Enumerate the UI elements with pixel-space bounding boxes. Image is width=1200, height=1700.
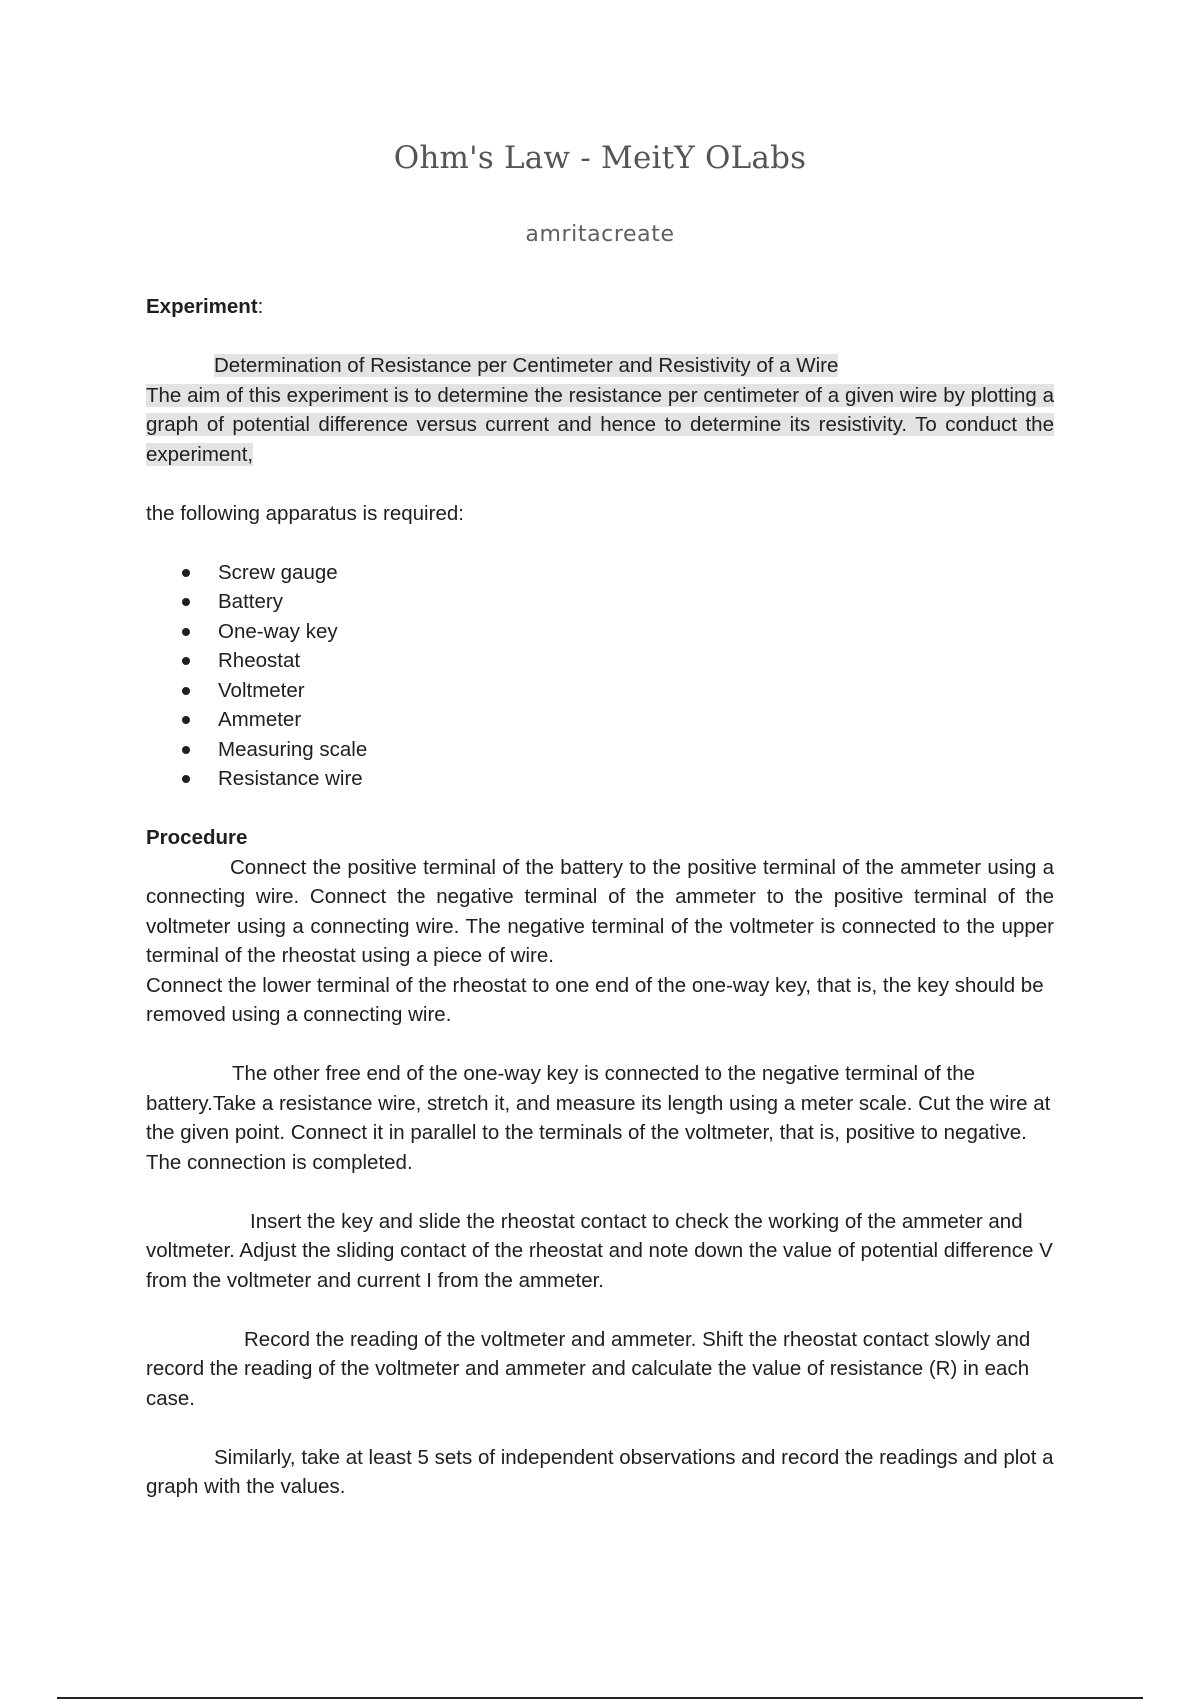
apparatus-item [146,587,1054,617]
apparatus-item-label: Battery [218,590,283,613]
document-body [146,292,1054,1502]
spacer [146,528,1054,558]
page-title: Ohm's Law - MeitY OLabs [393,140,807,176]
apparatus-item-label: Resistance wire [218,767,363,790]
bullet-icon [182,746,190,754]
bullet-icon [182,687,190,695]
apparatus-item-label: Rheostat [218,649,301,672]
procedure-paragraph-3: Insert the key and slide the rheostat contact to check the working of the ammeter and voltmeter. Adjust the sliding contact of the rheostat and note down the value of potential difference V from the voltmeter and current I from the ammeter. [146,1209,1053,1292]
apparatus-item-label: Measuring scale [218,737,368,761]
spacer [146,469,1054,499]
spacer [146,1177,1054,1207]
spacer [146,1030,1054,1060]
apparatus-item-label: Ammeter [218,708,302,731]
apparatus-item [146,646,1054,676]
spacer [146,794,1054,824]
apparatus-item [146,705,1054,735]
procedure-heading: Procedure [146,826,248,849]
bullet-icon [182,657,190,665]
page-subtitle: amritacreate [525,222,675,247]
experiment-name: Determination of Resistance per Centimeter and Resistivity of a Wire [214,354,839,377]
bullet-icon [182,716,190,724]
procedure-paragraph-5: Similarly, take at least 5 sets of independent observations and record the readings and plot a graph with the values. [146,1445,1054,1498]
apparatus-item [146,764,1054,794]
experiment-heading: Experiment [146,295,258,318]
spacer [146,1413,1054,1443]
apparatus-item-label: Screw gauge [218,560,338,584]
apparatus-intro: the following apparatus is required: [146,501,464,525]
bullet-icon [182,775,190,783]
experiment-name-line [146,351,1054,381]
bullet-icon [182,598,190,606]
experiment-heading-line [146,292,1054,322]
procedure-paragraph-1b: Connect the lower terminal of the rheostat to one end of the one-way key, that is, the key should be removed using a connecting wire. [146,973,1044,1026]
experiment-aim-text: The aim of this experiment is to determine the resistance per centimeter of a given wire by plotting a graph of potential difference versus current and hence to determine its resistivity. To conduct the experiment, [146,383,1054,466]
spacer [146,322,1054,352]
bullet-icon [182,628,190,636]
apparatus-item [146,735,1054,765]
procedure-paragraph-1: Connect the positive terminal of the battery to the positive terminal of the ammeter using a connecting wire. Connect the negative terminal of the ammeter to the positive terminal of the voltmeter using a connecting wire. The negative terminal of the voltmeter is connected to the upper terminal of the rheostat using a piece of wire. [146,855,1054,967]
apparatus-item [146,617,1054,647]
apparatus-list [146,558,1054,794]
bullet-icon [182,569,190,577]
apparatus-item [146,676,1054,706]
apparatus-item-label: One-way key [218,619,338,643]
bottom-divider [57,1697,1143,1699]
apparatus-item [146,558,1054,588]
apparatus-item-label: Voltmeter [218,678,305,702]
experiment-aim [146,381,1054,470]
spacer [146,1295,1054,1325]
procedure-paragraph-2: The other free end of the one-way key is connected to the negative terminal of the battery.Take a resistance wire, stretch it, and measure its length using a meter scale. Cut the wire at the given point. Connect it in parallel to the terminals of the voltmeter, that is, positive to negative. The connection is completed. [146,1062,1051,1174]
experiment-heading-colon: : [257,295,264,318]
procedure-paragraph-4: Record the reading of the voltmeter and ammeter. Shift the rheostat contact slowly and record the reading of the voltmeter and ammeter and calculate the value of resistance (R) in each case. [146,1327,1031,1410]
